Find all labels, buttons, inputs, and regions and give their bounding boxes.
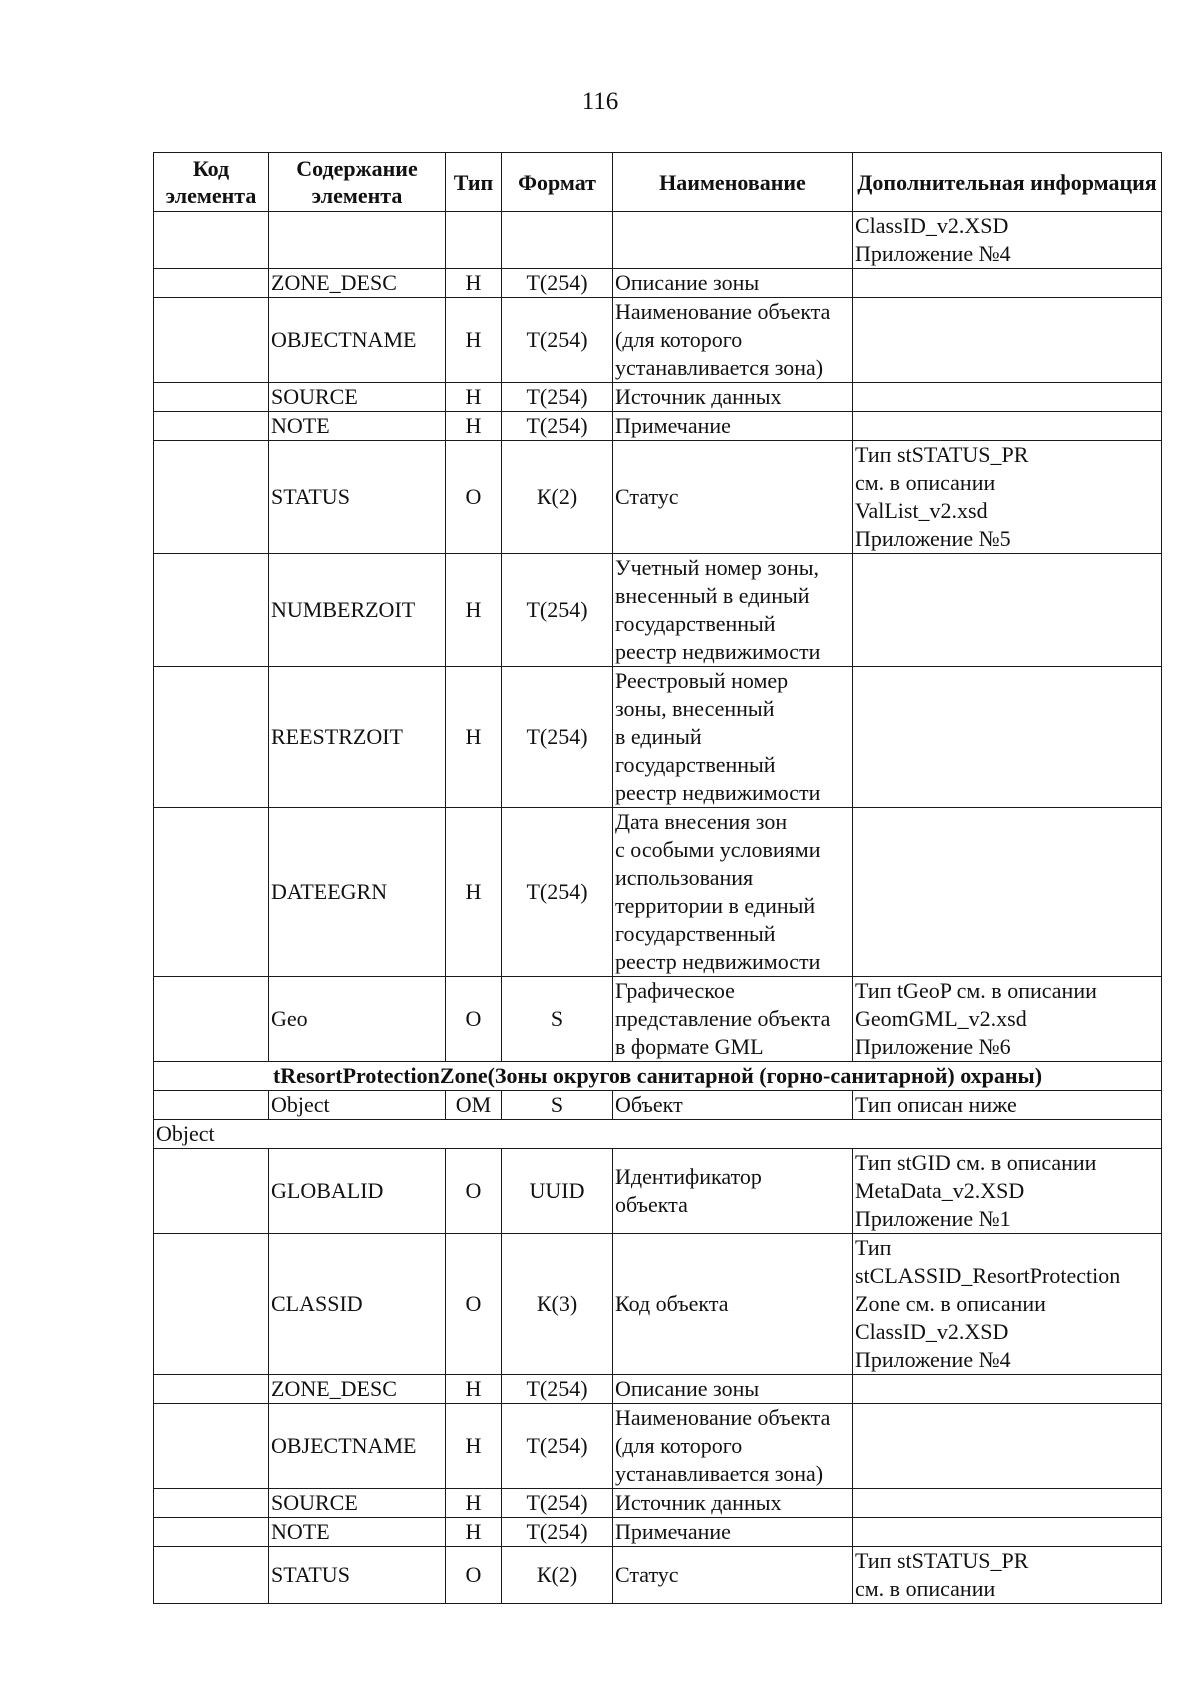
cell-element: NOTE <box>269 1518 446 1547</box>
cell-element: REESTRZOIT <box>269 667 446 808</box>
cell-format: Т(254) <box>502 808 613 977</box>
cell-type: Н <box>446 298 502 383</box>
table-row <box>154 1375 1162 1404</box>
table-row <box>154 1489 1162 1518</box>
cell-info: Тип stCLASSID_ResortProtection Zone см. в описании ClassID_v2.XSD Приложение №4 <box>853 1234 1162 1375</box>
section-1-body <box>154 212 1162 1062</box>
cell-code <box>154 1518 269 1547</box>
header-name: Наименование <box>613 153 853 212</box>
table-header-row <box>154 153 1162 212</box>
cell-type: О <box>446 1234 502 1375</box>
table-row <box>154 1149 1162 1234</box>
cell-code <box>154 212 269 269</box>
cell-element: NOTE <box>269 412 446 441</box>
cell-name: Код объекта <box>613 1234 853 1375</box>
object-label-row <box>154 1120 1162 1149</box>
cell-element: SOURCE <box>269 383 446 412</box>
cell-code <box>154 554 269 667</box>
table-row <box>154 383 1162 412</box>
header-format: Формат <box>502 153 613 212</box>
cell-name: Статус <box>613 1547 853 1604</box>
section-2-header <box>154 1062 1162 1149</box>
table-row <box>154 1547 1162 1604</box>
cell-format: S <box>502 977 613 1062</box>
cell-format: Т(254) <box>502 1375 613 1404</box>
cell-name: Идентификатор объекта <box>613 1149 853 1234</box>
cell-format: К(2) <box>502 441 613 554</box>
cell-info <box>853 554 1162 667</box>
cell-name: Реестровый номер зоны, внесенный в единый государственный реестр недвижимости <box>613 667 853 808</box>
cell-info <box>853 1404 1162 1489</box>
cell-type: Н <box>446 808 502 977</box>
cell-code <box>154 1489 269 1518</box>
cell-name: Учетный номер зоны, внесенный в единый государственный реестр недвижимости <box>613 554 853 667</box>
cell-type: Н <box>446 1489 502 1518</box>
cell-code <box>154 977 269 1062</box>
object-row-format: S <box>502 1091 613 1120</box>
cell-name: Наименование объекта (для которого устанавливается зона) <box>613 298 853 383</box>
cell-element: OBJECTNAME <box>269 1404 446 1489</box>
cell-info <box>853 667 1162 808</box>
cell-info: Тип stSTATUS_PR см. в описании <box>853 1547 1162 1604</box>
cell-code <box>154 1375 269 1404</box>
cell-info <box>853 383 1162 412</box>
table-row <box>154 1234 1162 1375</box>
object-row-name: Объект <box>613 1091 853 1120</box>
cell-info: Тип stGID см. в описании MetaData_v2.XSD Приложение №1 <box>853 1149 1162 1234</box>
cell-element: STATUS <box>269 441 446 554</box>
cell-element: ZONE_DESC <box>269 269 446 298</box>
cell-name: Статус <box>613 441 853 554</box>
cell-name: Примечание <box>613 412 853 441</box>
cell-format: Т(254) <box>502 554 613 667</box>
cell-info <box>853 298 1162 383</box>
cell-info <box>853 808 1162 977</box>
cell-element: SOURCE <box>269 1489 446 1518</box>
cell-type: О <box>446 1547 502 1604</box>
cell-name: Источник данных <box>613 1489 853 1518</box>
cell-format: Т(254) <box>502 383 613 412</box>
cell-type: О <box>446 977 502 1062</box>
cell-format: К(2) <box>502 1547 613 1604</box>
section-title-row <box>154 1062 1162 1091</box>
cell-type: О <box>446 1149 502 1234</box>
table-row <box>154 298 1162 383</box>
cell-code <box>154 298 269 383</box>
cell-type: Н <box>446 1518 502 1547</box>
cell-format: UUID <box>502 1149 613 1234</box>
cell-type: Н <box>446 1375 502 1404</box>
table-row <box>154 554 1162 667</box>
table-row <box>154 1518 1162 1547</box>
table-row <box>154 977 1162 1062</box>
table-row <box>154 212 1162 269</box>
cell-name: Описание зоны <box>613 1375 853 1404</box>
cell-name: Описание зоны <box>613 269 853 298</box>
table-row <box>154 441 1162 554</box>
table-row <box>154 667 1162 808</box>
cell-code <box>154 1234 269 1375</box>
cell-format: Т(254) <box>502 298 613 383</box>
object-row-element: Object <box>269 1091 446 1120</box>
cell-format: Т(254) <box>502 412 613 441</box>
cell-type: О <box>446 441 502 554</box>
cell-info: ClassID_v2.XSD Приложение №4 <box>853 212 1162 269</box>
cell-element: OBJECTNAME <box>269 298 446 383</box>
cell-code <box>154 1149 269 1234</box>
cell-info: Тип tGeoP см. в описании GeomGML_v2.xsd Приложение №6 <box>853 977 1162 1062</box>
section-title: tResortProtectionZone(Зоны округов санитарной (горно-санитарной) охраны) <box>154 1062 1162 1091</box>
cell-info <box>853 1518 1162 1547</box>
cell-info <box>853 412 1162 441</box>
cell-format: Т(254) <box>502 1489 613 1518</box>
cell-format: Т(254) <box>502 667 613 808</box>
object-row-code <box>154 1091 269 1120</box>
cell-code <box>154 412 269 441</box>
section-2-body <box>154 1149 1162 1604</box>
cell-name: Наименование объекта (для которого устанавливается зона) <box>613 1404 853 1489</box>
table-row <box>154 808 1162 977</box>
cell-info <box>853 1375 1162 1404</box>
header-info: Дополнительная информация <box>853 153 1162 212</box>
cell-code <box>154 667 269 808</box>
cell-name: Примечание <box>613 1518 853 1547</box>
cell-element: ZONE_DESC <box>269 1375 446 1404</box>
cell-code <box>154 383 269 412</box>
table-row <box>154 1404 1162 1489</box>
cell-format: Т(254) <box>502 1404 613 1489</box>
cell-code <box>154 1404 269 1489</box>
cell-format <box>502 212 613 269</box>
cell-element: DATEEGRN <box>269 808 446 977</box>
cell-type: Н <box>446 554 502 667</box>
cell-name: Источник данных <box>613 383 853 412</box>
cell-element: STATUS <box>269 1547 446 1604</box>
cell-element: NUMBERZOIT <box>269 554 446 667</box>
cell-type: Н <box>446 269 502 298</box>
cell-code <box>154 269 269 298</box>
cell-name <box>613 212 853 269</box>
cell-format: К(3) <box>502 1234 613 1375</box>
cell-type: Н <box>446 667 502 808</box>
table-row <box>154 412 1162 441</box>
object-label: Object <box>154 1120 1162 1149</box>
cell-info <box>853 1489 1162 1518</box>
cell-format: Т(254) <box>502 1518 613 1547</box>
cell-name: Графическое представление объекта в формате GML <box>613 977 853 1062</box>
cell-code <box>154 1547 269 1604</box>
cell-element: CLASSID <box>269 1234 446 1375</box>
cell-element <box>269 212 446 269</box>
cell-code <box>154 441 269 554</box>
page-number: 116 <box>581 88 619 115</box>
object-row-type: ОМ <box>446 1091 502 1120</box>
element-spec-table <box>153 152 1162 1604</box>
cell-type: Н <box>446 383 502 412</box>
cell-type: Н <box>446 412 502 441</box>
object-row <box>154 1091 1162 1120</box>
object-row-info: Тип описан ниже <box>853 1091 1162 1120</box>
header-code: Код элемента <box>154 153 269 212</box>
table-row <box>154 269 1162 298</box>
cell-element: GLOBALID <box>269 1149 446 1234</box>
cell-info: Тип stSTATUS_PR см. в описании ValList_v2.xsd Приложение №5 <box>853 441 1162 554</box>
cell-type: Н <box>446 1404 502 1489</box>
cell-code <box>154 808 269 977</box>
cell-info <box>853 269 1162 298</box>
cell-type <box>446 212 502 269</box>
cell-format: Т(254) <box>502 269 613 298</box>
cell-name: Дата внесения зон с особыми условиями использования территории в единый государственный реестр недвижимости <box>613 808 853 977</box>
header-type: Тип <box>446 153 502 212</box>
cell-element: Geo <box>269 977 446 1062</box>
header-content: Содержание элемента <box>269 153 446 212</box>
